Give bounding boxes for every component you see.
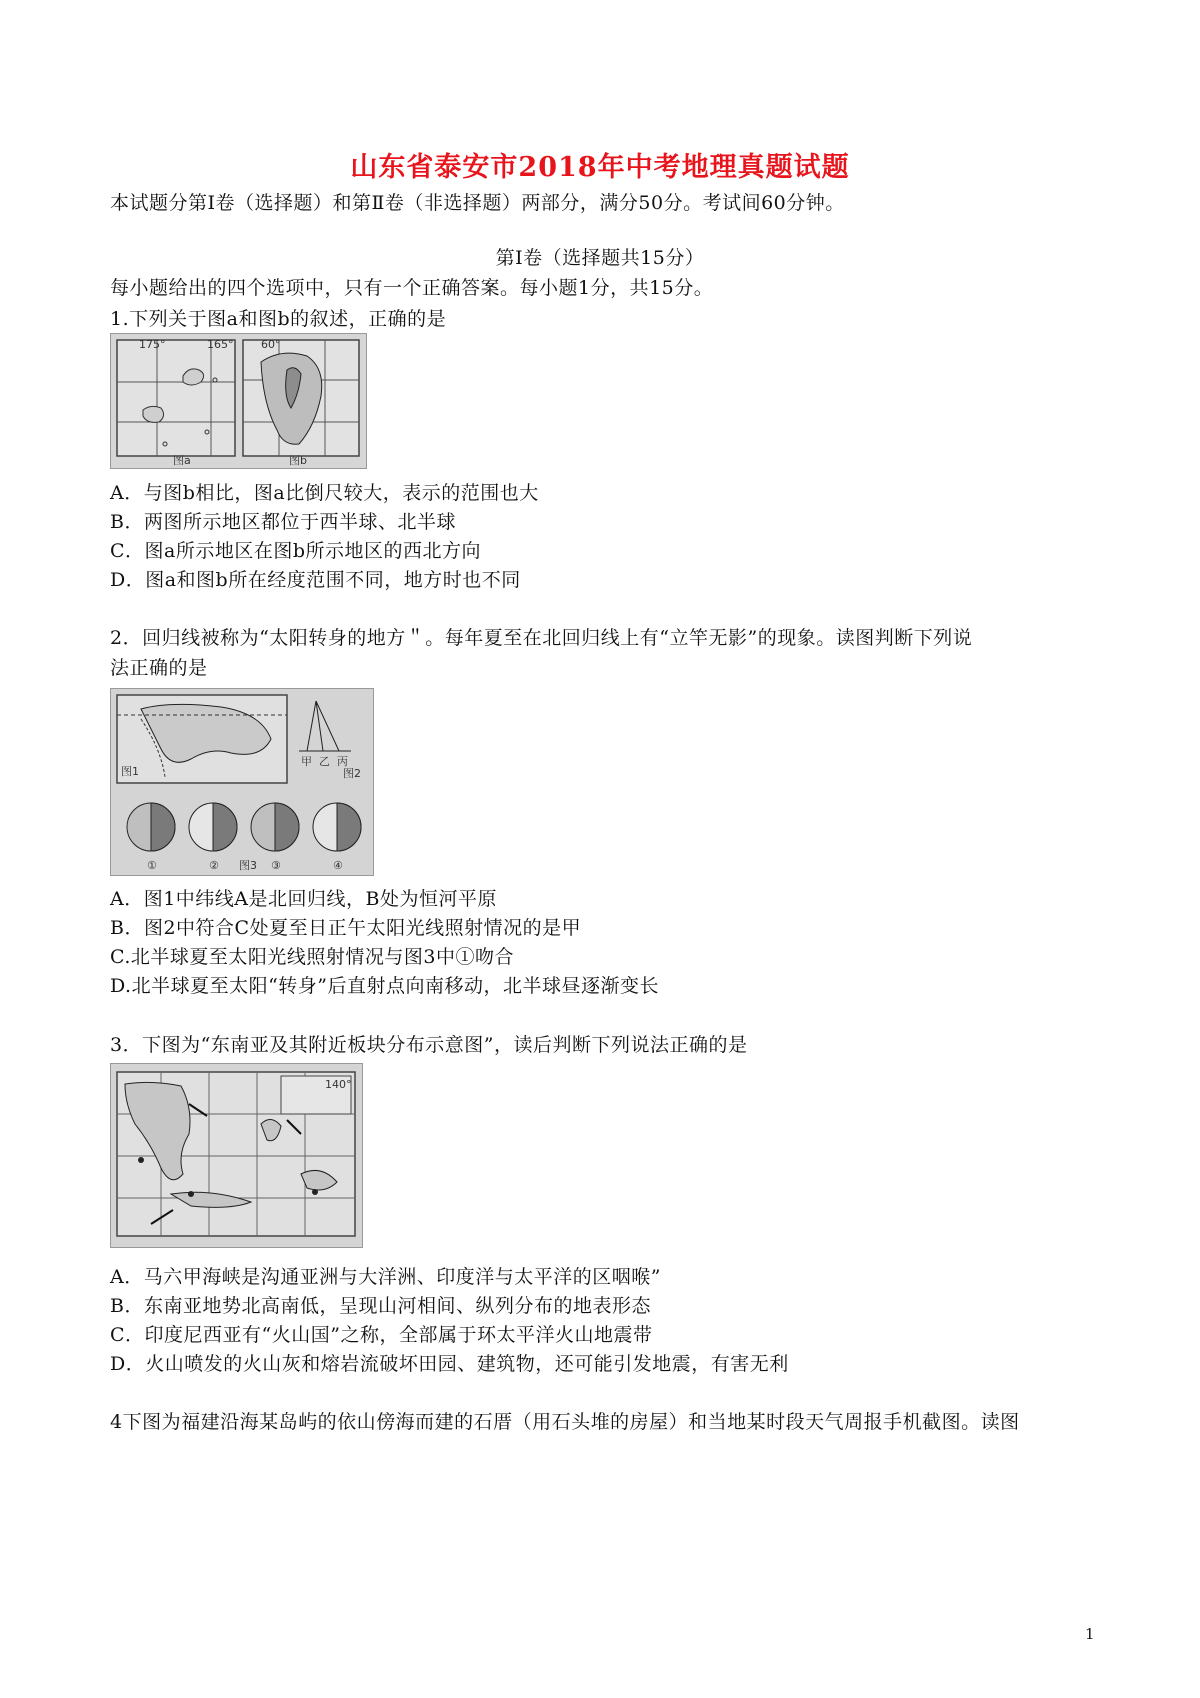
question-1-figure — [110, 333, 367, 469]
fig3-label-4: ④ — [333, 859, 343, 872]
question-2-option-b: B．图2中符合C处夏至日正午太阳光线照射情况的是甲 — [110, 917, 582, 939]
page-number: 1 — [1085, 1625, 1095, 1643]
question-2-option-c: C.北半球夏至太阳光线照射情况与图3中①吻合 — [110, 946, 514, 968]
question-3-option-a: A．马六甲海峡是沟通亚洲与大洋洲、印度洋与太平洋的区咽喉” — [110, 1266, 661, 1288]
section-instruction: 每小题给出的四个选项中，只有一个正确答案。每小题1分，共15分。 — [110, 277, 714, 299]
question-1-option-b: B．两图所示地区都位于西半球、北半球 — [110, 511, 456, 533]
question-1-option-c: C．图a所示地区在图b所示地区的西北方向 — [110, 540, 482, 562]
fig3-label-3: ③ — [271, 859, 281, 872]
fig1-label-165: 165° — [207, 338, 234, 351]
question-2-figure — [110, 688, 374, 876]
fig1-label-a: 图a — [173, 454, 191, 467]
fig1-label-175: 175° — [139, 338, 166, 351]
question-4-stem: 4下图为福建沿海某岛屿的依山傍海而建的石厝（用石头堆的房屋）和当地某时段天气周报手机截图。读图 — [110, 1411, 1020, 1433]
question-1-option-a: A．与图b相比，图a比倒尺较大，表示的范围也大 — [110, 482, 539, 504]
fig3-label-1: ① — [147, 859, 157, 872]
fig1-label-60: 60° — [261, 338, 281, 351]
fig2-label-yi: 乙 — [319, 755, 330, 768]
question-2-option-a: A．图1中纬线A是北回归线，B处为恒河平原 — [110, 888, 497, 910]
fig2-label-2: 图2 — [343, 767, 361, 780]
fig4-label-140: 140° — [325, 1078, 352, 1091]
question-3-option-c: C．印度尼西亚有“火山国”之称，全部属于环太平洋火山地震带 — [110, 1324, 653, 1346]
page-title: 山东省泰安市2018年中考地理真题试题 — [350, 152, 850, 183]
question-3-option-d: D．火山喷发的火山灰和熔岩流破坏田园、建筑物，还可能引发地震，有害无利 — [110, 1353, 789, 1375]
question-3-option-b: B．东南亚地势北高南低，呈现山河相间、纵列分布的地表形态 — [110, 1295, 651, 1317]
question-3-stem: 3．下图为“东南亚及其附近板块分布示意图”，读后判断下列说法正确的是 — [110, 1034, 748, 1056]
section-heading: 第Ⅰ卷（选择题共15分） — [495, 247, 705, 269]
fig3-label-2: ② — [209, 859, 219, 872]
question-2-option-d: D.北半球夏至太阳“转身”后直射点向南移动，北半球昼逐渐变长 — [110, 975, 660, 997]
fig2-label-1: 图1 — [121, 765, 139, 778]
question-1-stem: 1.下列关于图a和图b的叙述，正确的是 — [110, 308, 447, 330]
intro-text: 本试题分第Ⅰ卷（选择题）和第Ⅱ卷（非选择题）两部分，满分50分。考试间60分钟。 — [110, 192, 845, 214]
fig2-label-jia: 甲 — [301, 755, 312, 768]
question-2-stem-line1: 2．回归线被称为“太阳转身的地方＂。每年夏至在北回归线上有“立竿无影”的现象。读图判断下列说 — [110, 627, 973, 649]
fig2-label-bing: 丙 — [337, 755, 348, 768]
question-2-stem-line2: 法正确的是 — [110, 657, 208, 679]
question-3-figure — [110, 1063, 363, 1248]
fig1-label-b: 图b — [289, 454, 307, 467]
question-1-option-d: D．图a和图b所在经度范围不同，地方时也不同 — [110, 569, 521, 591]
fig3-label-title: 图3 — [239, 859, 257, 872]
